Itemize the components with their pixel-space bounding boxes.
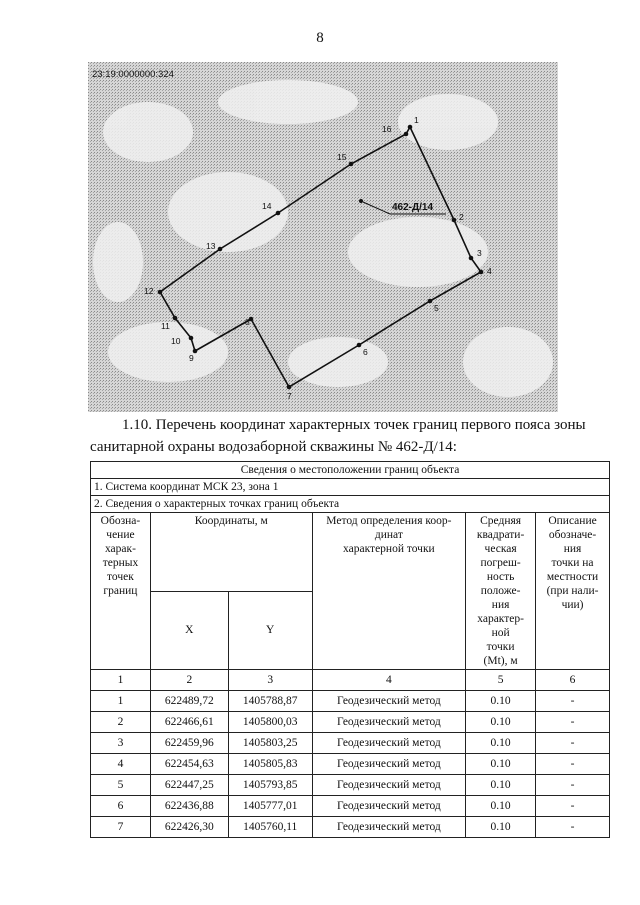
heading-line-1: 1.10. Перечень координат характерных точек границ первого пояса зоны — [122, 417, 586, 433]
col-number: 5 — [466, 670, 536, 691]
boundary-point — [158, 290, 163, 295]
cell-y: 1405777,01 — [228, 796, 312, 817]
object-marker — [359, 199, 363, 203]
cell-x: 622426,30 — [150, 817, 228, 838]
table-row — [91, 754, 610, 775]
cell-method: Геодезический метод — [312, 796, 466, 817]
cell-n: 6 — [91, 796, 151, 817]
cell-method: Геодезический метод — [312, 775, 466, 796]
section-heading — [90, 414, 610, 458]
cell-mt: 0.10 — [466, 775, 536, 796]
cell-x: 622489,72 — [150, 691, 228, 712]
table-row — [91, 796, 610, 817]
cell-n: 7 — [91, 817, 151, 838]
col-description-header: Описание обозначе- ния точки на местности (при нали- чии) — [536, 513, 610, 670]
boundary-point — [173, 316, 178, 321]
point-label: 11 — [161, 321, 170, 331]
point-label: 12 — [144, 286, 154, 296]
object-label: 462-Д/14 — [392, 202, 434, 213]
cell-x: 622447,25 — [150, 775, 228, 796]
coordinates-table — [90, 461, 610, 838]
col-number: 1 — [91, 670, 151, 691]
point-label: 1 — [414, 115, 419, 125]
point-label: 7 — [287, 391, 292, 401]
cell-x: 622436,88 — [150, 796, 228, 817]
col-point-header: Обозна- чение харак- терных точек границ — [91, 513, 151, 670]
col-number: 2 — [150, 670, 228, 691]
boundary-point — [479, 270, 484, 275]
boundary-point — [408, 125, 413, 130]
boundary-point — [469, 256, 474, 261]
table-row — [91, 691, 610, 712]
col-number: 4 — [312, 670, 466, 691]
cell-desc: - — [536, 733, 610, 754]
boundary-point — [357, 343, 362, 348]
point-label: 5 — [434, 303, 439, 313]
boundary-point — [218, 247, 223, 252]
point-label: 10 — [171, 336, 181, 346]
boundary-point — [404, 132, 409, 137]
coordinate-system-row: 1. Система координат МСК 23, зона 1 — [91, 479, 610, 496]
point-label: 14 — [262, 201, 272, 211]
col-x-header: X — [150, 591, 228, 670]
cell-y: 1405760,11 — [228, 817, 312, 838]
point-label: 4 — [487, 266, 492, 276]
col-coords-header: Координаты, м — [150, 513, 312, 592]
boundary-point — [287, 385, 292, 390]
cell-method: Геодезический метод — [312, 754, 466, 775]
cell-n: 3 — [91, 733, 151, 754]
heading-line-2: санитарной охраны водозаборной скважины № 462-Д/14: — [90, 439, 457, 455]
point-label: 13 — [206, 241, 216, 251]
point-label: 2 — [459, 212, 464, 222]
point-label: 3 — [477, 248, 482, 258]
cell-mt: 0.10 — [466, 733, 536, 754]
cell-desc: - — [536, 754, 610, 775]
cell-desc: - — [536, 691, 610, 712]
cell-x: 622454,63 — [150, 754, 228, 775]
table-row — [91, 733, 610, 754]
table-row — [91, 775, 610, 796]
page-number: 8 — [316, 30, 324, 46]
cell-y: 1405793,85 — [228, 775, 312, 796]
cell-n: 5 — [91, 775, 151, 796]
cell-y: 1405788,87 — [228, 691, 312, 712]
boundary-point — [428, 299, 433, 304]
boundary-point — [349, 162, 354, 167]
cell-desc: - — [536, 775, 610, 796]
cell-y: 1405803,25 — [228, 733, 312, 754]
cell-mt: 0.10 — [466, 691, 536, 712]
table-row — [91, 712, 610, 733]
col-y-header: Y — [228, 591, 312, 670]
boundary-point — [189, 336, 194, 341]
boundary-map — [88, 62, 558, 412]
cell-desc: - — [536, 712, 610, 733]
cell-y: 1405805,83 — [228, 754, 312, 775]
boundary-point — [276, 211, 281, 216]
col-number: 3 — [228, 670, 312, 691]
table-title: Сведения о местоположении границ объекта — [91, 462, 610, 479]
cell-mt: 0.10 — [466, 712, 536, 733]
cell-n: 4 — [91, 754, 151, 775]
table-row — [91, 817, 610, 838]
cell-n: 1 — [91, 691, 151, 712]
point-label: 9 — [189, 353, 194, 363]
cell-mt: 0.10 — [466, 796, 536, 817]
col-method-header: Метод определения коор- динат характерной точки — [312, 513, 466, 670]
cell-n: 2 — [91, 712, 151, 733]
cell-method: Геодезический метод — [312, 817, 466, 838]
points-section-row: 2. Сведения о характерных точках границ объекта — [91, 496, 610, 513]
cell-method: Геодезический метод — [312, 691, 466, 712]
point-label: 16 — [382, 124, 392, 134]
cell-desc: - — [536, 796, 610, 817]
map-svg — [88, 62, 558, 412]
point-label: 15 — [337, 152, 347, 162]
cell-method: Геодезический метод — [312, 733, 466, 754]
boundary-point — [452, 218, 457, 223]
cell-y: 1405800,03 — [228, 712, 312, 733]
col-number: 6 — [536, 670, 610, 691]
point-label: 6 — [363, 347, 368, 357]
cell-mt: 0.10 — [466, 754, 536, 775]
cell-x: 622466,61 — [150, 712, 228, 733]
cell-x: 622459,96 — [150, 733, 228, 754]
point-label: 8 — [245, 317, 250, 327]
cadastral-number: 23:19:0000000:324 — [92, 69, 174, 80]
column-number-row — [91, 670, 610, 691]
cell-method: Геодезический метод — [312, 712, 466, 733]
col-accuracy-header: Средняя квадрати- ческая погреш- ность положе- ния характер- ной точки (Mt), м — [466, 513, 536, 670]
cell-mt: 0.10 — [466, 817, 536, 838]
cell-desc: - — [536, 817, 610, 838]
